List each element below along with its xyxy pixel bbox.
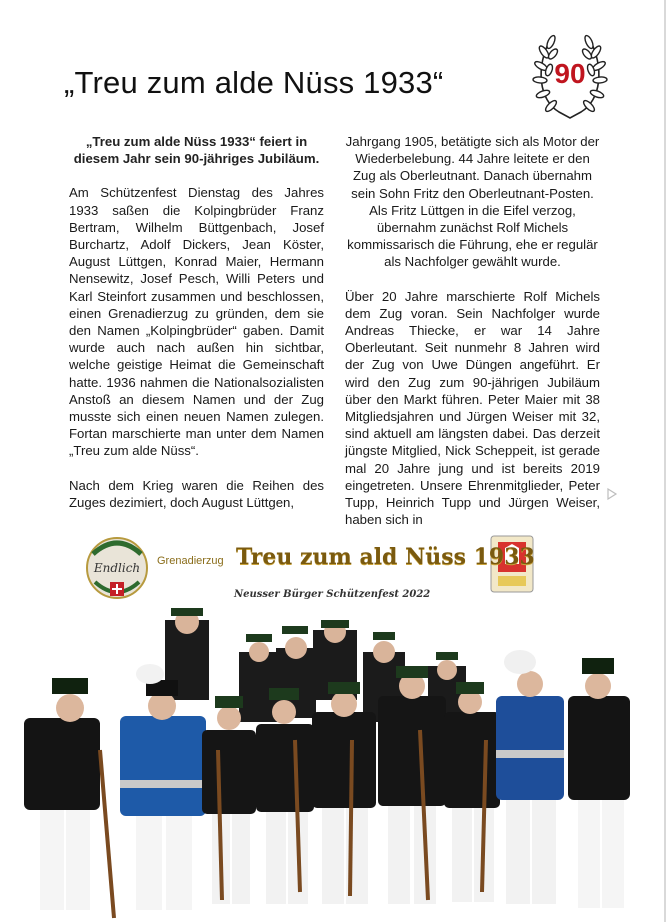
continue-arrow-icon[interactable] [606, 488, 618, 500]
article-paragraph: Jahrgang 1905, betätigte sich als Motor der Wiederbelebung. 44 Jahre leitete er den Zug als Oberleutnant. Danach übernahm sein Sohn Fritz den Oberleutnant-Posten. Als Fritz Lüttgen in die Eifel verzog, übernahm zunächst Rolf Michels kommissarisch die Führung, ehe er regulär als Nachfolger gewählt wurde. [345, 134, 600, 270]
group-photo-figures [24, 608, 630, 918]
article-paragraph: Nach dem Krieg waren die Reihen des Zuges dezimiert, doch August Lüttgen, [69, 477, 324, 510]
article-column-left [69, 133, 324, 528]
page-title: „Treu zum alde Nüss 1933“ [64, 64, 444, 100]
anniversary-number: 90 [554, 58, 586, 89]
article-paragraph: Über 20 Jahre marschierte Rolf Michels dem Zug voran. Sein Nachfolger wurde Andreas Thiecke, er war 14 Jahre Oberleutant. Seit nunmehr 8 Jahren wird der Zug von Uwe Düngen angeführt. Er wird den Zug zum 90-jährigen Jubiläum über den Markt führen. Peter Maier mit 38 Mitgliedsjahren und Jürgen Weiser mit 32, sind aktuell am längsten dabei. Das derzeit jüngste Mitglied, Nick Scheppeit, ist gerade mal 20 Jahre jung und ist bereits 2019 eingetreten. Unsere Ehrenmitglieder, Peter Tupp, Heinrich Tupp und Jürgen Weiser, haben sich in [345, 288, 600, 528]
article-paragraph: Am Schützenfest Dienstag des Jahres 1933 saßen die Kolpingbrüder Franz Bertram, Wilhelm Büttgenbach, Josef Burchartz, Adolf Dickers, Jean Köster, August Lüttgen, Konrad Maier, Hermann Nensewitz, Josef Pesch, Willi Peters und Karl Steinfort zusammen und beschlossen, einen Grenadierzug zu gründen, dem sie den Namen „Kolpingbrüder“ gaben. Damit wurde auch nach außen hin sichtbar, welche geistige Heimat die Gemeinschaft hatte. 1936 nahmen die Nationalsozialisten Anstoß an diesem Namen und der Zug musste sich einen neuen Namen zulegen. Fortan marschierte man unter dem Namen „Treu zum alde Nüss“. [69, 185, 324, 459]
article-column-right [345, 133, 600, 545]
zug-name: Treu zum ald Nüss 1933 [236, 544, 535, 570]
grenadier-label: Grenadierzug [157, 555, 224, 567]
article-lead: „Treu zum alde Nüss 1933“ feiert in diesem Jahr sein 90-jähriges Jubiläum. [73, 134, 320, 167]
svg-text:Endlich: Endlich [93, 561, 141, 575]
event-name: Neusser Bürger Schützenfest 2022 [234, 589, 431, 600]
anniversary-badge [529, 28, 611, 124]
club-crest-icon [87, 538, 147, 598]
group-photo [0, 600, 670, 922]
